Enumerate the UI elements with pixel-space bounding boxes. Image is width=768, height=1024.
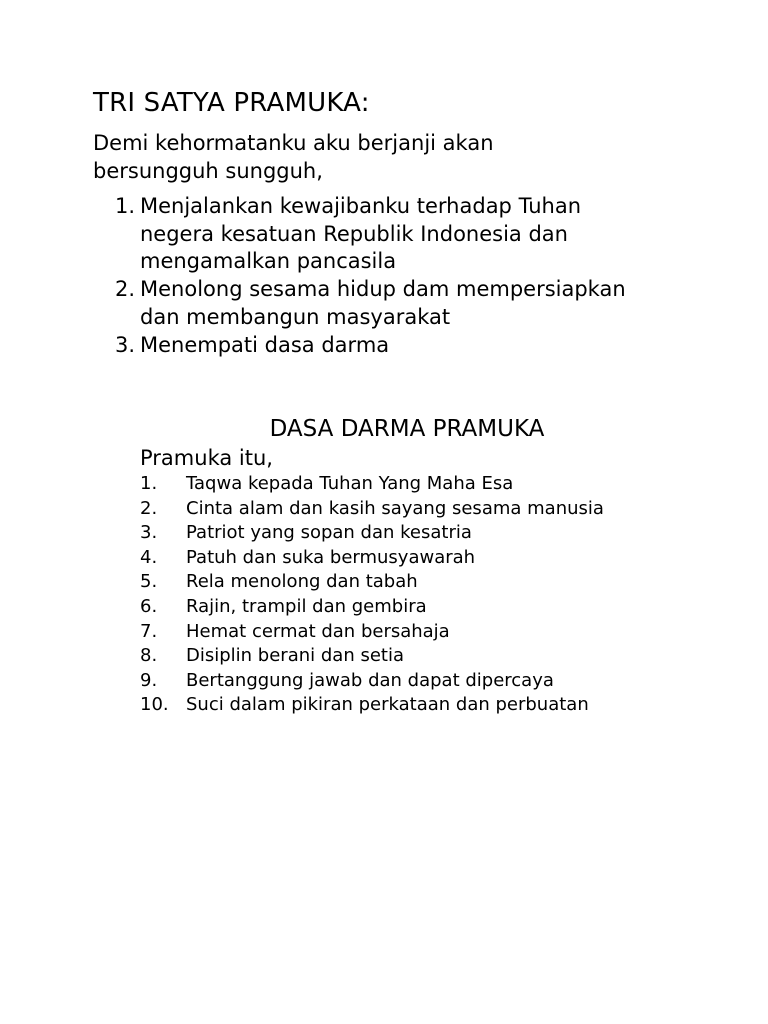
dasa-darma-item: [0, 644, 604, 669]
dasa-darma-item-text: Taqwa kepada Tuhan Yang Maha Esa: [186, 473, 514, 494]
dasa-darma-item-text: Rajin, trampil dan gembira: [186, 595, 427, 617]
dasa-darma-item: [0, 497, 604, 522]
dasa-darma-item: [0, 595, 604, 620]
dasa-darma-list: [0, 472, 604, 718]
tri-satya-item: [0, 332, 660, 360]
tri-satya-item-text: Menjalankan kewajibanku terhadap Tuhan negera kesatuan Republik Indonesia dan mengamalkan pancasila: [140, 194, 581, 274]
dasa-darma-item: [0, 472, 604, 497]
tri-satya-item: [0, 193, 660, 276]
dasa-darma-item-number: 4.: [140, 546, 158, 568]
dasa-darma-item-text: Disiplin berani dan setia: [186, 645, 404, 667]
dasa-darma-item: [0, 521, 604, 546]
dasa-darma-item-text: Patuh dan suka bermusyawarah: [186, 546, 476, 568]
dasa-darma-item: [0, 546, 604, 571]
dasa-darma-item-text: Patriot yang sopan dan kesatria: [186, 522, 472, 544]
dasa-darma-item-number: 6.: [140, 595, 158, 617]
dasa-darma-item-number: 9.: [140, 669, 158, 691]
tri-satya-item-number: 3.: [115, 332, 136, 357]
dasa-darma-item-text: Cinta alam dan kasih sayang sesama manusia: [186, 497, 604, 519]
dasa-darma-item: [0, 693, 604, 718]
tri-satya-item-text: Menempati dasa darma: [140, 332, 390, 357]
dasa-darma-intro: Pramuka itu,: [140, 446, 273, 470]
dasa-darma-item: [0, 620, 604, 645]
dasa-darma-item-text: Bertanggung jawab dan dapat dipercaya: [186, 669, 554, 691]
dasa-darma-item: [0, 669, 604, 694]
dasa-darma-item-number: 1.: [140, 473, 158, 494]
dasa-darma-item-text: Suci dalam pikiran perkataan dan perbuatan: [186, 694, 589, 716]
dasa-darma-item-number: 2.: [140, 497, 158, 519]
tri-satya-item-text: Menolong sesama hidup dam mempersiapkan dan membangun masyarakat: [140, 277, 626, 329]
dasa-darma-item-number: 7.: [140, 620, 158, 642]
tri-satya-item-number: 1.: [115, 194, 136, 218]
dasa-darma-title: DASA DARMA PRAMUKA: [269, 416, 545, 442]
tri-satya-list: [0, 193, 660, 359]
tri-satya-item: [0, 276, 660, 331]
dasa-darma-item-number: 5.: [140, 571, 158, 593]
tri-satya-intro: Demi kehormatanku aku berjanji akan bersungguh sungguh,: [93, 131, 494, 183]
dasa-darma-item-number: 10.: [140, 694, 169, 716]
dasa-darma-item-number: 3.: [140, 522, 158, 544]
dasa-darma-item-number: 8.: [140, 645, 158, 667]
dasa-darma-item-text: Hemat cermat dan bersahaja: [186, 620, 450, 642]
dasa-darma-item-text: Rela menolong dan tabah: [186, 571, 418, 593]
dasa-darma-item: [0, 570, 604, 595]
tri-satya-title: TRI SATYA PRAMUKA:: [93, 88, 370, 118]
tri-satya-item-number: 2.: [115, 277, 136, 302]
